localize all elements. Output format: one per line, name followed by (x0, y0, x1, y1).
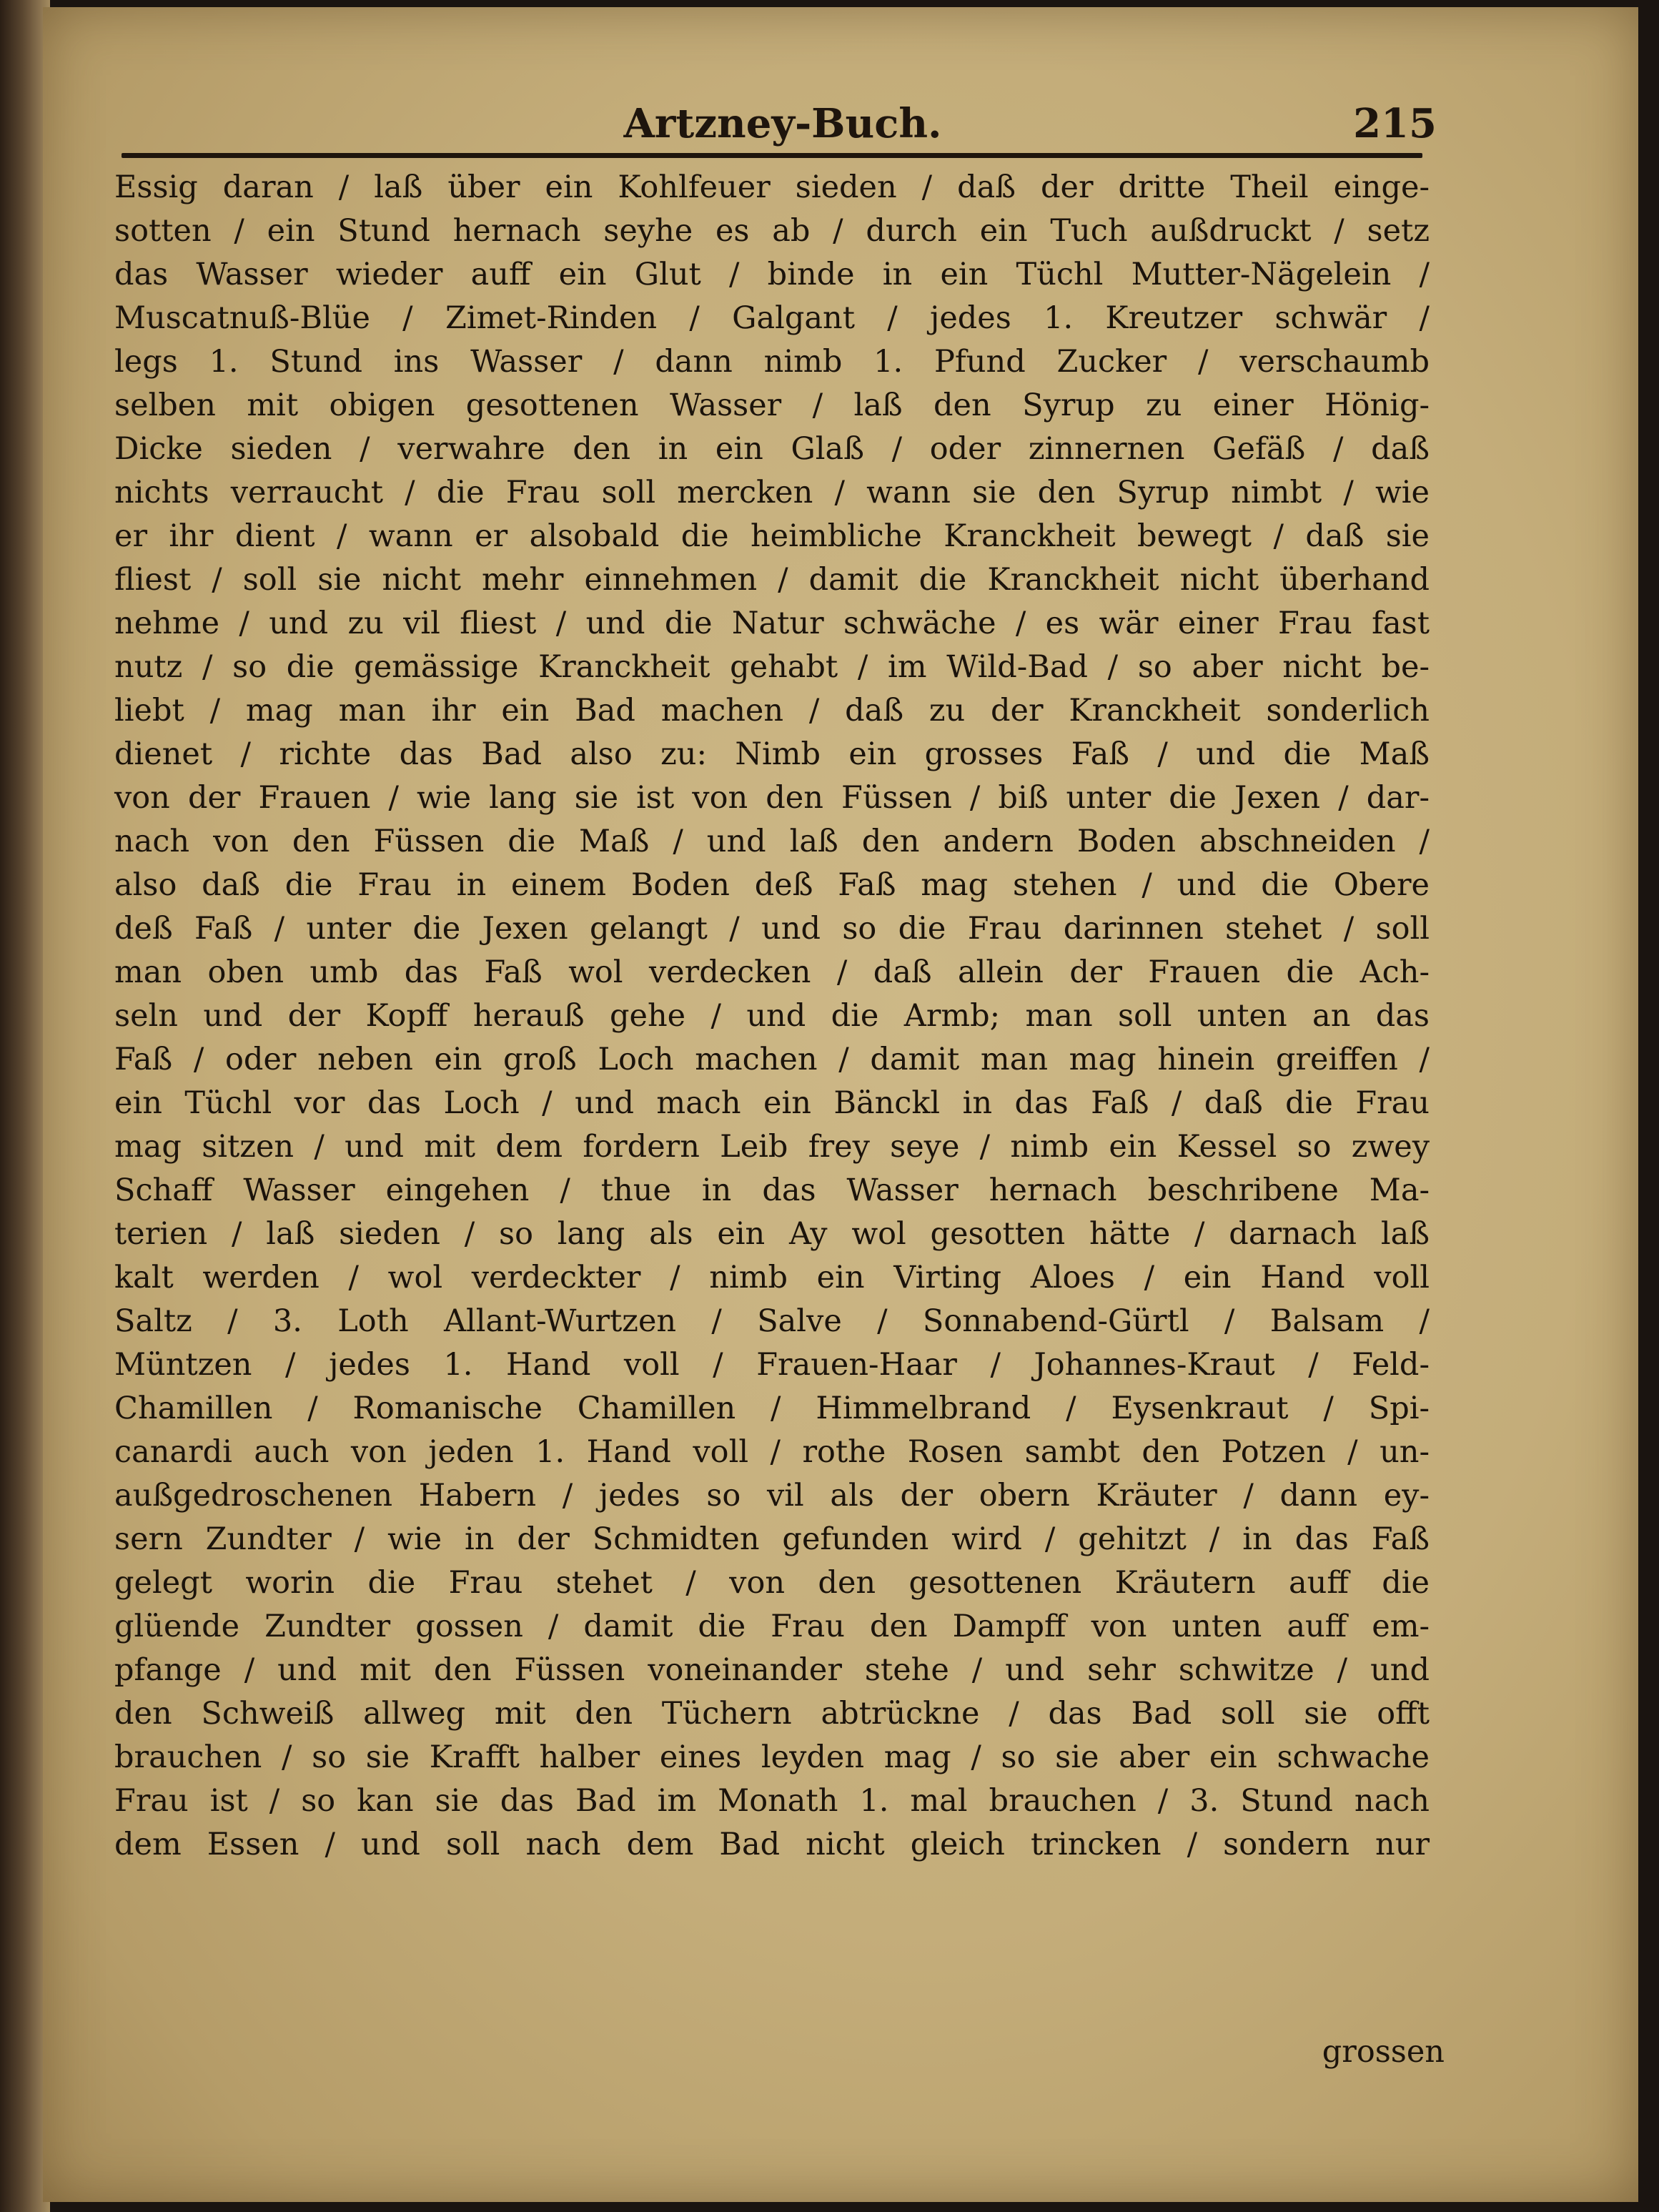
text-line: Chamillen / Romanische Chamillen / Himmelbrand / Eysenkraut / Spi- (114, 1391, 1430, 1426)
page-number: 215 (1353, 100, 1437, 147)
text-line: brauchen / so sie Krafft halber eines leyden mag / so sie aber ein schwache (114, 1739, 1430, 1775)
text-line: Faß / oder neben ein groß Loch machen / damit man mag hinein greiffen / (114, 1042, 1430, 1077)
text-line: fliest / soll sie nicht mehr einnehmen / damit die Kranckheit nicht überhand (114, 562, 1430, 598)
text-line: man oben umb das Faß wol verdecken / daß allein der Frauen die Ach- (114, 954, 1430, 990)
text-line: Saltz / 3. Loth Allant-Wurtzen / Salve / Sonnabend-Gürtl / Balsam / (114, 1303, 1430, 1339)
text-line: liebt / mag man ihr ein Bad machen / daß zu der Kranckheit sonderlich (114, 693, 1430, 729)
text-line: mag sitzen / und mit dem fordern Leib frey seye / nimb ein Kessel so zwey (114, 1129, 1430, 1165)
text-line: dem Essen / und soll nach dem Bad nicht gleich trincken / sondern nur (114, 1827, 1430, 1862)
text-line: nichts verraucht / die Frau soll mercken / wann sie den Syrup nimbt / wie (114, 475, 1430, 510)
text-line: nehme / und zu vil fliest / und die Natur schwäche / es wär einer Frau fast (114, 606, 1430, 641)
text-line: sern Zundter / wie in der Schmidten gefunden wird / gehitzt / in das Faß (114, 1521, 1430, 1557)
text-line: er ihr dient / wann er alsobald die heimbliche Kranckheit bewegt / daß sie (114, 518, 1430, 554)
text-line: seln und der Kopff herauß gehe / und die Armb; man soll unten an das (114, 998, 1430, 1034)
text-line: terien / laß sieden / so lang als ein Ay wol gesotten hätte / darnach laß (114, 1216, 1430, 1252)
text-line: Müntzen / jedes 1. Hand voll / Frauen-Haar / Johannes-Kraut / Feld- (114, 1347, 1430, 1383)
text-line: sotten / ein Stund hernach seyhe es ab / durch ein Tuch außdruckt / setz (114, 213, 1430, 249)
text-line: Essig daran / laß über ein Kohlfeuer sieden / daß der dritte Theil einge- (114, 169, 1430, 205)
text-line: nutz / so die gemässige Kranckheit gehabt / im Wild-Bad / so aber nicht be- (114, 649, 1430, 685)
text-line: dienet / richte das Bad also zu: Nimb ein grosses Faß / und die Maß (114, 736, 1430, 772)
text-line: Muscatnuß-Blüe / Zimet-Rinden / Galgant / jedes 1. Kreutzer schwär / (114, 300, 1430, 336)
text-line: Frau ist / so kan sie das Bad im Monath 1. mal brauchen / 3. Stund nach (114, 1783, 1430, 1819)
text-line: den Schweiß allweg mit den Tüchern abtrückne / das Bad soll sie offt (114, 1696, 1430, 1732)
text-line: Schaff Wasser eingehen / thue in das Wasser hernach beschribene Ma- (114, 1172, 1430, 1208)
text-line: canardi auch von jeden 1. Hand voll / rothe Rosen sambt den Potzen / un- (114, 1434, 1430, 1470)
text-line: also daß die Frau in einem Boden deß Faß mag stehen / und die Obere (114, 867, 1430, 903)
text-line: legs 1. Stund ins Wasser / dann nimb 1. Pfund Zucker / verschaumb (114, 344, 1430, 380)
text-line: von der Frauen / wie lang sie ist von den Füssen / biß unter die Jexen / dar- (114, 780, 1430, 816)
text-line: deß Faß / unter die Jexen gelangt / und so die Frau darinnen stehet / soll (114, 911, 1430, 947)
catchword: grossen (1322, 2034, 1445, 2070)
text-line: kalt werden / wol verdeckter / nimb ein Virting Aloes / ein Hand voll (114, 1260, 1430, 1295)
running-title: Artzney-Buch. (623, 100, 942, 147)
text-line: ein Tüchl vor das Loch / und mach ein Bänckl in das Faß / daß die Frau (114, 1085, 1430, 1121)
text-line: glüende Zundter gossen / damit die Frau den Dampff von unten auff em- (114, 1609, 1430, 1644)
text-line: das Wasser wieder auff ein Glut / binde in ein Tüchl Mutter-Nägelein / (114, 257, 1430, 292)
text-line: gelegt worin die Frau stehet / von den gesottenen Kräutern auff die (114, 1565, 1430, 1601)
page-header (129, 100, 1437, 172)
text-line: nach von den Füssen die Maß / und laß den andern Boden abschneiden / (114, 824, 1430, 859)
body-text (114, 166, 1430, 1867)
text-line: pfange / und mit den Füssen voneinander stehe / und sehr schwitze / und (114, 1652, 1430, 1688)
text-line: außgedroschenen Habern / jedes so vil als der obern Kräuter / dann ey- (114, 1478, 1430, 1514)
text-line: selben mit obigen gesottenen Wasser / laß den Syrup zu einer Hönig- (114, 387, 1430, 423)
header-rule (122, 153, 1422, 158)
text-line: Dicke sieden / verwahre den in ein Glaß / oder zinnernen Gefäß / daß (114, 431, 1430, 467)
